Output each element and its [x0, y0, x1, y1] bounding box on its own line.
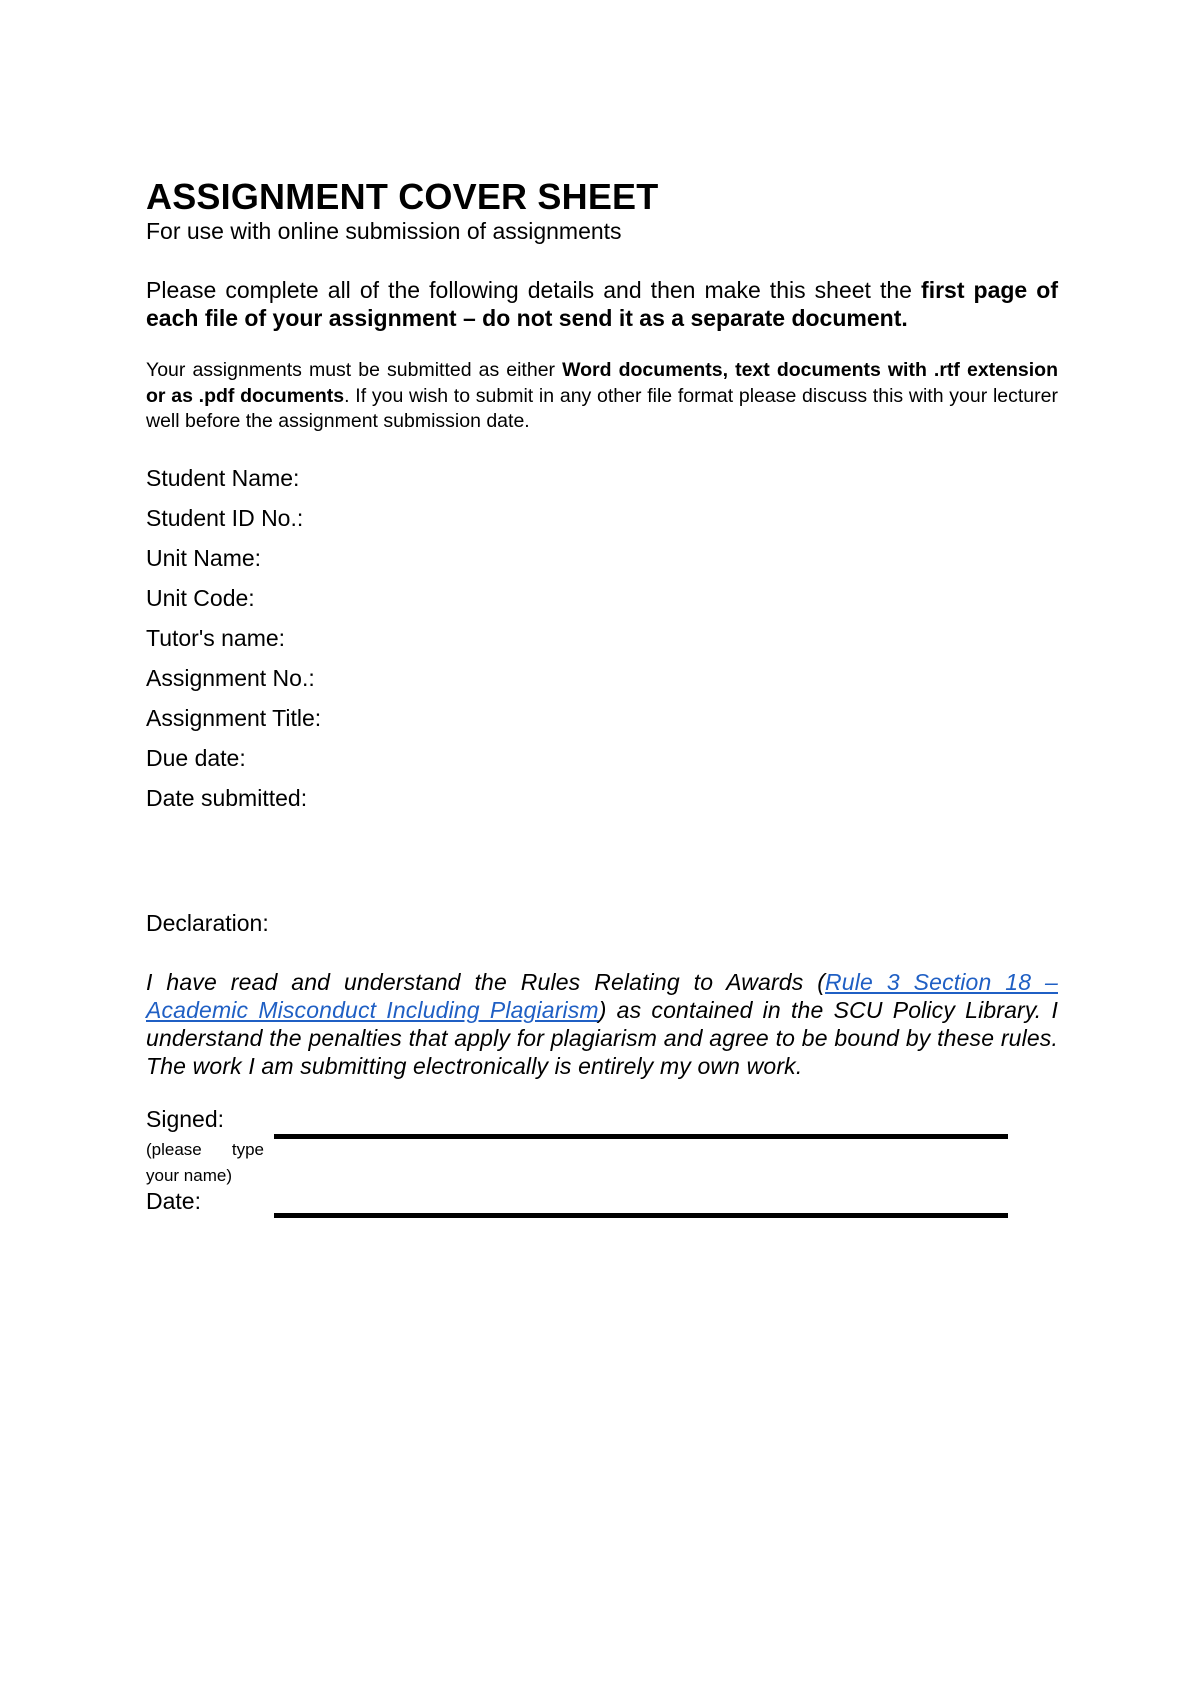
field-assignment-title[interactable]: Assignment Title:	[146, 705, 322, 731]
field-student-name[interactable]: Student Name:	[146, 465, 300, 491]
signature-hint-word-1: (please	[146, 1140, 202, 1159]
date-label: Date:	[146, 1188, 201, 1214]
declaration-text	[146, 968, 1058, 1080]
field-student-id[interactable]: Student ID No.:	[146, 505, 304, 531]
instruction-1-bold: first page of each file of your assignment – do not send it as a separate document.	[146, 277, 1058, 331]
signature-line[interactable]	[274, 1134, 1008, 1139]
page-subtitle: For use with online submission of assignments	[146, 218, 622, 244]
signature-hint-line-1	[146, 1137, 264, 1163]
instruction-2-rest: . If you wish to submit in any other file format please discuss this with your lecturer well before the assignment submission date.	[146, 384, 1058, 432]
field-unit-code[interactable]: Unit Code:	[146, 585, 255, 611]
declaration-label: Declaration:	[146, 910, 269, 936]
instruction-2-bold: Word documents, text documents with .rtf extension or as .pdf documents	[146, 359, 1058, 407]
instruction-1-text: Please complete all of the following details and then make this sheet the	[146, 277, 922, 303]
page-title: ASSIGNMENT COVER SHEET	[146, 176, 659, 217]
field-assignment-no[interactable]: Assignment No.:	[146, 665, 315, 691]
instruction-paragraph-1	[146, 276, 1058, 332]
date-line[interactable]	[274, 1213, 1008, 1218]
declaration-text-end: ) as contained in the SCU Policy Library. I understand the penalties that apply for plagiarism and agree to be bound by these rules. The work I am submitting electronically is entirely my own work.	[146, 997, 1058, 1079]
field-tutor-name[interactable]: Tutor's name:	[146, 625, 286, 651]
signature-hint	[146, 1137, 264, 1189]
field-unit-name[interactable]: Unit Name:	[146, 545, 262, 571]
details-field-list	[146, 464, 321, 824]
policy-link[interactable]: Rule 3 Section 18 – Academic Misconduct Including Plagiarism	[146, 969, 1058, 1023]
signature-hint-word-2: type	[231, 1140, 264, 1159]
field-due-date[interactable]: Due date:	[146, 745, 246, 771]
instruction-2-text: Your assignments must be submitted as either	[146, 359, 563, 381]
instruction-paragraph-2	[146, 358, 1058, 435]
signed-label: Signed:	[146, 1106, 225, 1132]
field-date-submitted[interactable]: Date submitted:	[146, 785, 308, 811]
declaration-text-start: I have read and understand the Rules Relating to Awards (	[146, 969, 826, 995]
signature-hint-line-2: your name)	[146, 1166, 232, 1185]
